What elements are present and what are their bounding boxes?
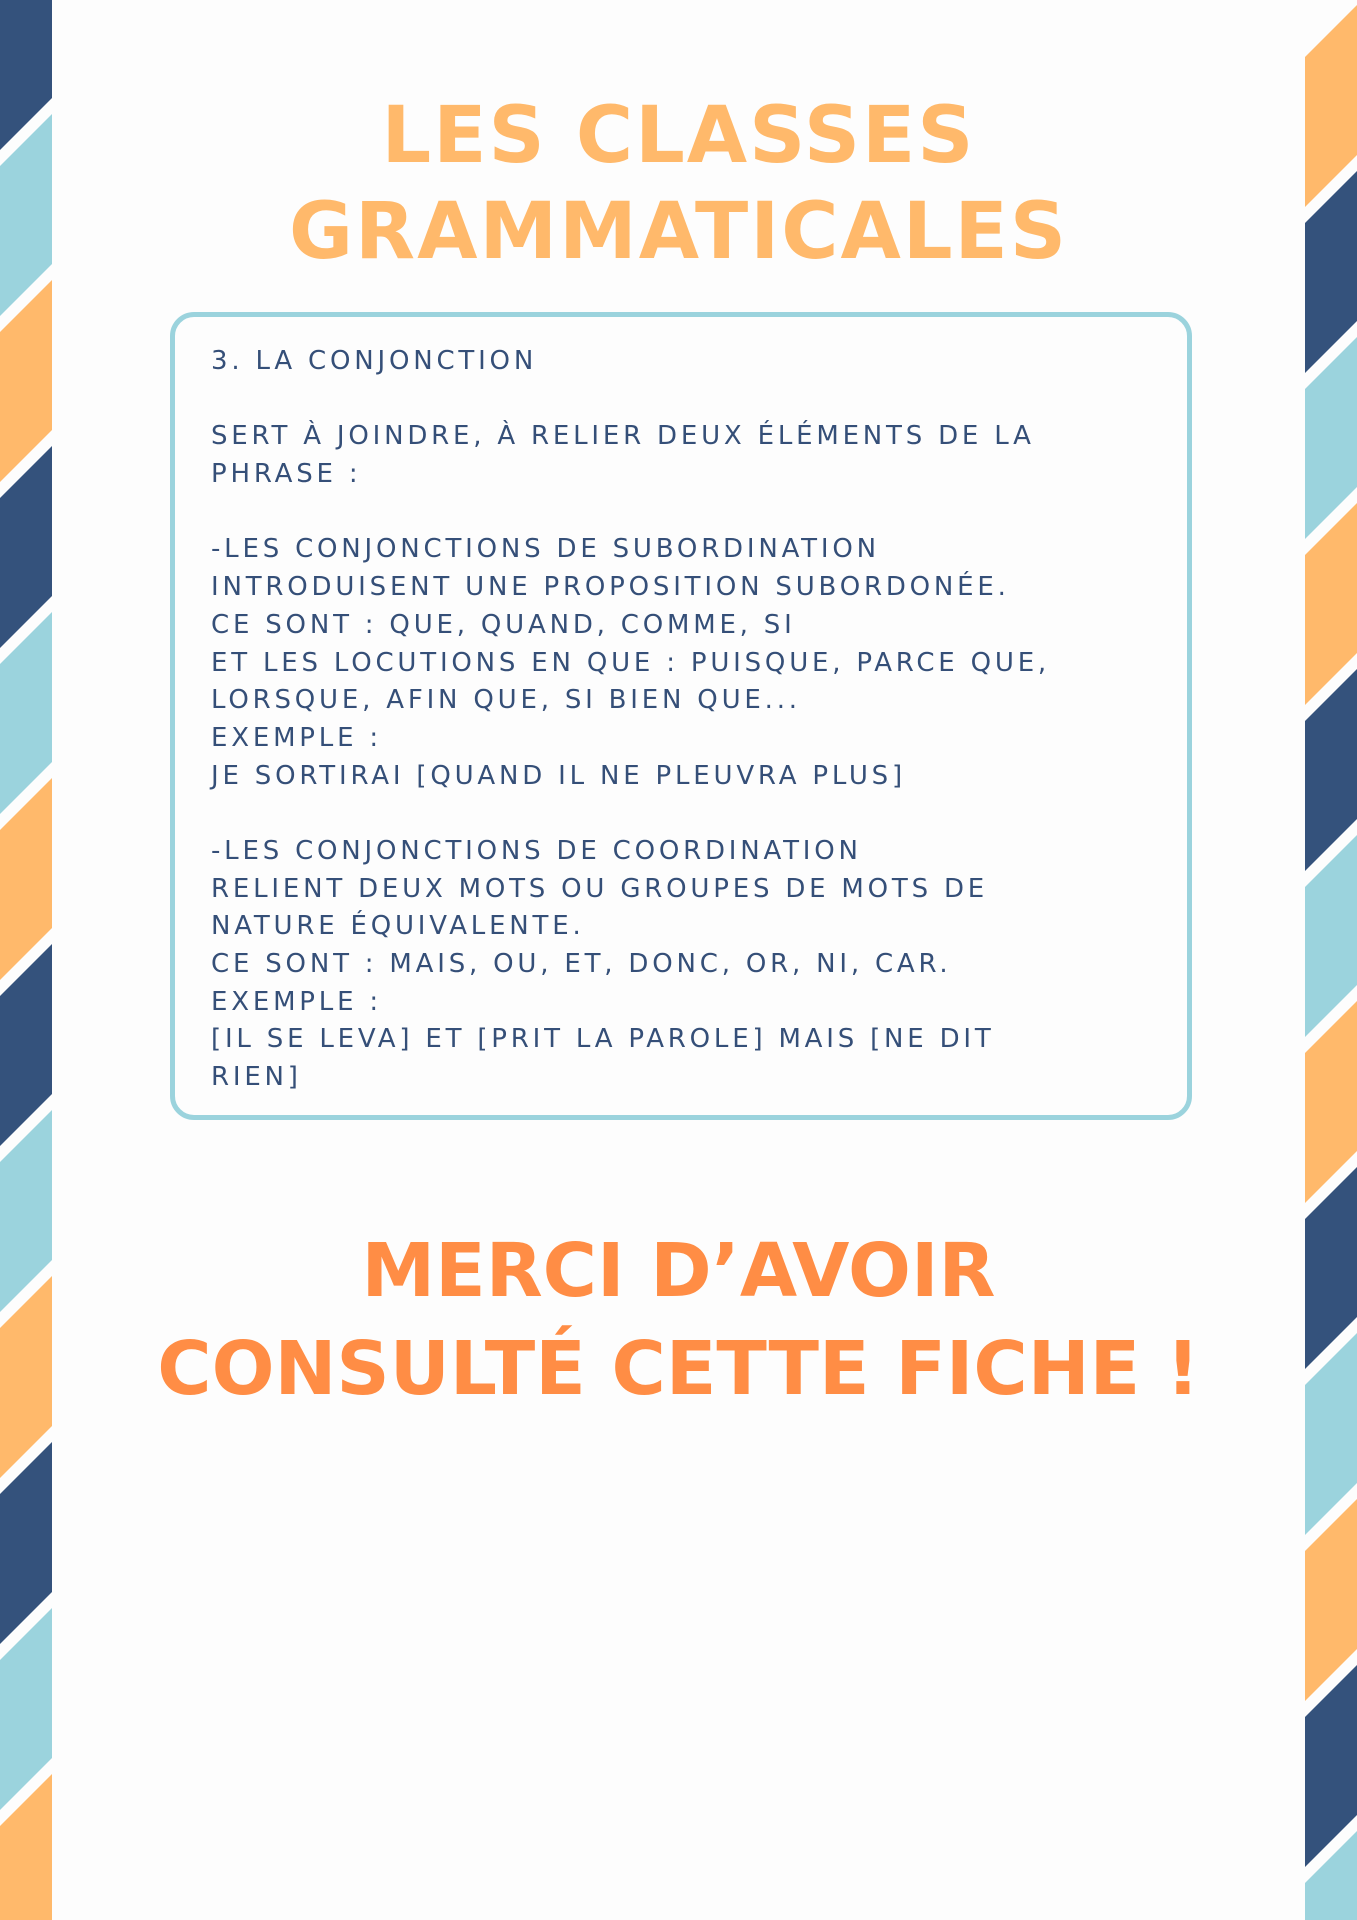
content-line: PHRASE :: [211, 459, 362, 490]
right-stripe-pattern: [1305, 0, 1357, 1920]
stripe-band: [1305, 1499, 1357, 1701]
stripe-band: [0, 612, 52, 814]
content-line: JE SORTIRAI [QUAND IL NE PLEUVRA PLUS]: [211, 760, 906, 791]
stripe-band: [0, 446, 52, 648]
right-stripe-border: [1305, 0, 1357, 1920]
blank-line: [211, 795, 1157, 833]
content-line: EXEMPLE :: [211, 986, 382, 1017]
stripe-band: [0, 1442, 52, 1644]
title-line-2: GRAMMATICALES: [289, 187, 1068, 277]
left-stripe-pattern: [0, 0, 52, 1920]
content-line: [IL SE LEVA] ET [PRIT LA PAROLE] MAIS [NE DIT: [211, 1024, 995, 1055]
content-line: -LES CONJONCTIONS DE COORDINATION: [211, 835, 862, 866]
left-stripe-border: [0, 0, 52, 1920]
stripe-band: [0, 280, 52, 482]
blank-line: [211, 494, 1157, 532]
stripe-band: [1305, 1001, 1357, 1203]
stripe-band: [0, 1608, 52, 1810]
stripe-band: [1305, 669, 1357, 871]
blank-line: [211, 381, 1157, 419]
content-line: NATURE ÉQUIVALENTE.: [211, 911, 585, 942]
content-line: CE SONT : MAIS, OU, ET, DONC, OR, NI, CAR.: [211, 949, 952, 979]
content-line: EXEMPLE :: [211, 722, 382, 753]
thanks-line-1: MERCI D’AVOIR: [361, 1228, 996, 1314]
content-line: CE SONT : QUE, QUAND, COMME, SI: [211, 609, 796, 640]
conjunction-content-box: [170, 312, 1192, 1120]
content-line: -LES CONJONCTIONS DE SUBORDINATION: [211, 534, 880, 565]
stripe-band: [0, 944, 52, 1146]
stripe-band: [1305, 1665, 1357, 1867]
stripe-band: [1305, 835, 1357, 1037]
content-line: RELIENT DEUX MOTS OU GROUPES DE MOTS DE: [211, 873, 989, 904]
content-line: 3. LA CONJONCTION: [211, 346, 538, 376]
stripe-band: [0, 778, 52, 980]
content-line: SERT À JOINDRE, À RELIER DEUX ÉLÉMENTS DE LA: [211, 421, 1035, 452]
content-line: RIEN]: [211, 1062, 302, 1093]
title-line-1: LES CLASSES: [381, 91, 976, 181]
page-title: [0, 88, 1357, 280]
content-text: [211, 343, 1157, 1097]
content-line: LORSQUE, AFIN QUE, SI BIEN QUE...: [211, 685, 801, 716]
thanks-message: [0, 1222, 1357, 1418]
thanks-line-2: CONSULTÉ CETTE FICHE !: [157, 1326, 1200, 1412]
stripe-band: [1305, 503, 1357, 705]
content-line: ET LES LOCUTIONS EN QUE : PUISQUE, PARCE QUE,: [211, 647, 1050, 678]
stripe-band: [1305, 337, 1357, 539]
content-line: INTRODUISENT UNE PROPOSITION SUBORDONÉE.: [211, 572, 1010, 603]
